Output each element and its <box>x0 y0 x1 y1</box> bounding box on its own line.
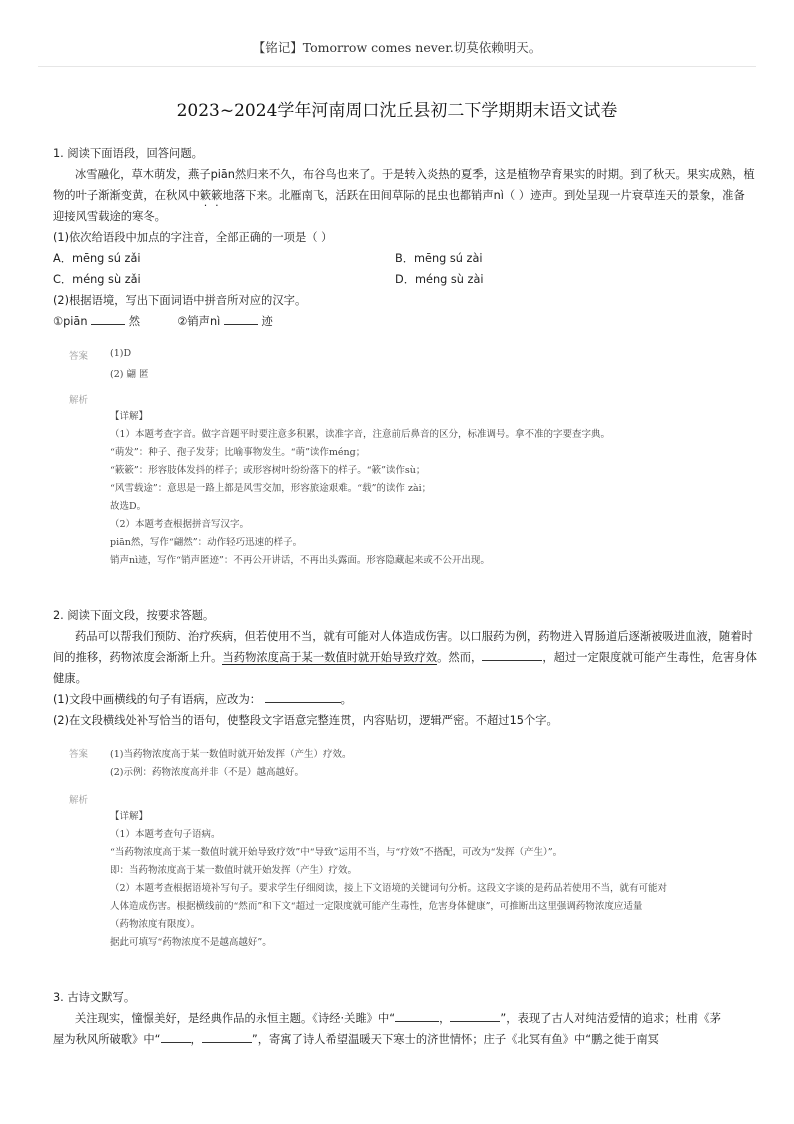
passage-line: 冰雪融化，草木萌发，燕子piān然归来不久，布谷鸟也来了。于是转入炎热的夏季，这是植物孕育果实的时期。到了秋天。果实成熟，植 <box>75 168 755 181</box>
passage-line: 间的推移，药物浓度会渐渐上升。当药物浓度高于某一数值时就开始导致疗效。然而， ，超过一定限度就可能产生毒性，危害身体 <box>53 651 757 664</box>
analysis-line: piān然，写作“翩然”：动作轻巧迅速的样子。 <box>110 537 303 548</box>
analysis-line: 销声nì迹，写作“销声匿迹”：不再公开讲话，不再出头露面。形容隐藏起来或不公开出现。 <box>110 555 490 566</box>
analysis-line: 人体造成伤害。根据横线前的“然而”和下文“超过一定限度就可能产生毒性，危害身体健康”，可推断出这里强调药物浓度应适量 <box>110 901 643 912</box>
header-divider <box>38 66 756 67</box>
option-c: C．méng sù zǎi <box>53 273 141 286</box>
analysis-label: 解析 <box>69 795 89 806</box>
option-d: D．méng sù zài <box>395 273 484 286</box>
analysis-line: “风雪载途”：意思是一路上都是风雪交加，形容旅途艰难。“载”的读作 zài； <box>110 483 432 494</box>
page-title: 2023~2024学年河南周口沈丘县初二下学期期末语文试卷 <box>176 101 618 121</box>
sub-question: (2)在文段横线处补写恰当的语句，使整段文字语意完整连贯，内容贴切，逻辑严密。不超过15个字。 <box>53 714 558 727</box>
dotted-char: 簌 <box>211 189 223 202</box>
sub-question: (2)根据语境，写出下面词语中拼音所对应的汉字。 <box>53 294 307 307</box>
question-number: 2. 阅读下面文段，按要求答题。 <box>53 609 215 622</box>
answer-blank <box>202 1031 252 1043</box>
analysis-line: 故选D。 <box>110 501 147 512</box>
analysis-line: （2）本题考查根据语境补写句子。要求学生仔细阅读，接上下文语境的关键词句分析。这段文字谈的是药品若使用不当，就有可能对 <box>110 883 668 894</box>
analysis-line: 即：当药物浓度高于某一数值时就开始发挥（产生）疗效。 <box>110 865 358 876</box>
analysis-line: “萌发”：种子、孢子发芽；比喻事物发生。“萌”读作méng； <box>110 447 366 458</box>
answer-label: 答案 <box>69 749 89 760</box>
dotted-char: 簌 <box>199 189 212 202</box>
sub-question: (1)文段中画横线的句子有语病，应改为： 。 <box>53 693 352 706</box>
passage-line: 关注现实，憧憬美好，是经典作品的永恒主题。《诗经·关雎》中“ ， ”，表现了古人对纯洁爱情的追求；杜甫《茅 <box>75 1012 721 1025</box>
answer-blank <box>482 649 542 661</box>
analysis-line: （药物浓度有限度）。 <box>110 919 201 930</box>
passage-line: 迎接风雪载途的寒冬。 <box>53 210 166 223</box>
passage-line: 物的叶子渐渐变黄，在秋风中簌簌地落下来。北雁南飞，活跃在田间草际的昆虫也都销声nì（ ）迹声。到处呈现一片衰草连天的景象，准备 <box>53 189 745 202</box>
passage-line: 药品可以帮我们预防、治疗疾病，但若使用不当，就有可能对人体造成伤害。以口服药为例，药物进入胃肠道后逐渐被吸进血液，随着时 <box>75 630 753 643</box>
question-number: 3. 古诗文默写。 <box>53 991 136 1004</box>
answer-text: (1)D <box>110 348 132 359</box>
passage-line: 屋为秋风所破歌》中“ ， ”，寄寓了诗人希望温暖天下寒士的济世情怀；庄子《北冥有鱼》中“鹏之徙于南冥 <box>53 1033 659 1046</box>
analysis-line: 【详解】 <box>110 811 149 822</box>
passage-line: 健康。 <box>53 672 87 685</box>
analysis-line: （1）本题考查字音。做字音题平时要注意多积累，读准字音，注意前后鼻音的区分，标准调号。拿不准的字要查字典。 <box>110 429 611 440</box>
motto-header: 【铭记】Tomorrow comes never.切莫依赖明天。 <box>252 40 542 55</box>
analysis-line: 【详解】 <box>110 411 149 422</box>
analysis-line: “当药物浓度高于某一数值时就开始导致疗效”中“导致”运用不当，与“疗效”不搭配，可改为“发挥（产生）”。 <box>110 847 563 858</box>
answer-blank <box>450 1010 500 1022</box>
analysis-line: （1）本题考查句子语病。 <box>110 829 221 840</box>
analysis-line: 据此可填写“药物浓度不是越高越好”。 <box>110 937 272 948</box>
answer-blank <box>91 313 125 325</box>
answer-text: (2) 翩 匿 <box>110 369 149 380</box>
answer-blank <box>265 691 341 703</box>
option-b: B．mēng sú zài <box>395 252 483 265</box>
analysis-line: （2）本题考查根据拼音写汉字。 <box>110 519 250 530</box>
answer-text: (2)示例：药物浓度高并非（不是）越高越好。 <box>110 767 304 778</box>
question-number: 1. 阅读下面语段，回答问题。 <box>53 147 203 160</box>
fill-blank-line: ①piān 然 ②销声nì 迹 <box>53 315 273 328</box>
answer-blank <box>395 1010 439 1022</box>
analysis-line: “簌簌”：形容肢体发抖的样子；或形容树叶纷纷落下的样子。“簌”读作sù； <box>110 465 426 476</box>
answer-blank <box>161 1031 191 1043</box>
sub-question: (1)依次给语段中加点的字注音，全部正确的一项是（ ） <box>53 231 333 244</box>
underlined-sentence: 当药物浓度高于某一数值时就开始导致疗效 <box>222 651 438 664</box>
answer-blank <box>224 313 258 325</box>
answer-label: 答案 <box>69 351 89 362</box>
analysis-label: 解析 <box>69 395 89 406</box>
option-a: A．mēng sú zǎi <box>53 252 141 265</box>
answer-text: (1)当药物浓度高于某一数值时就开始发挥（产生）疗效。 <box>110 749 352 760</box>
